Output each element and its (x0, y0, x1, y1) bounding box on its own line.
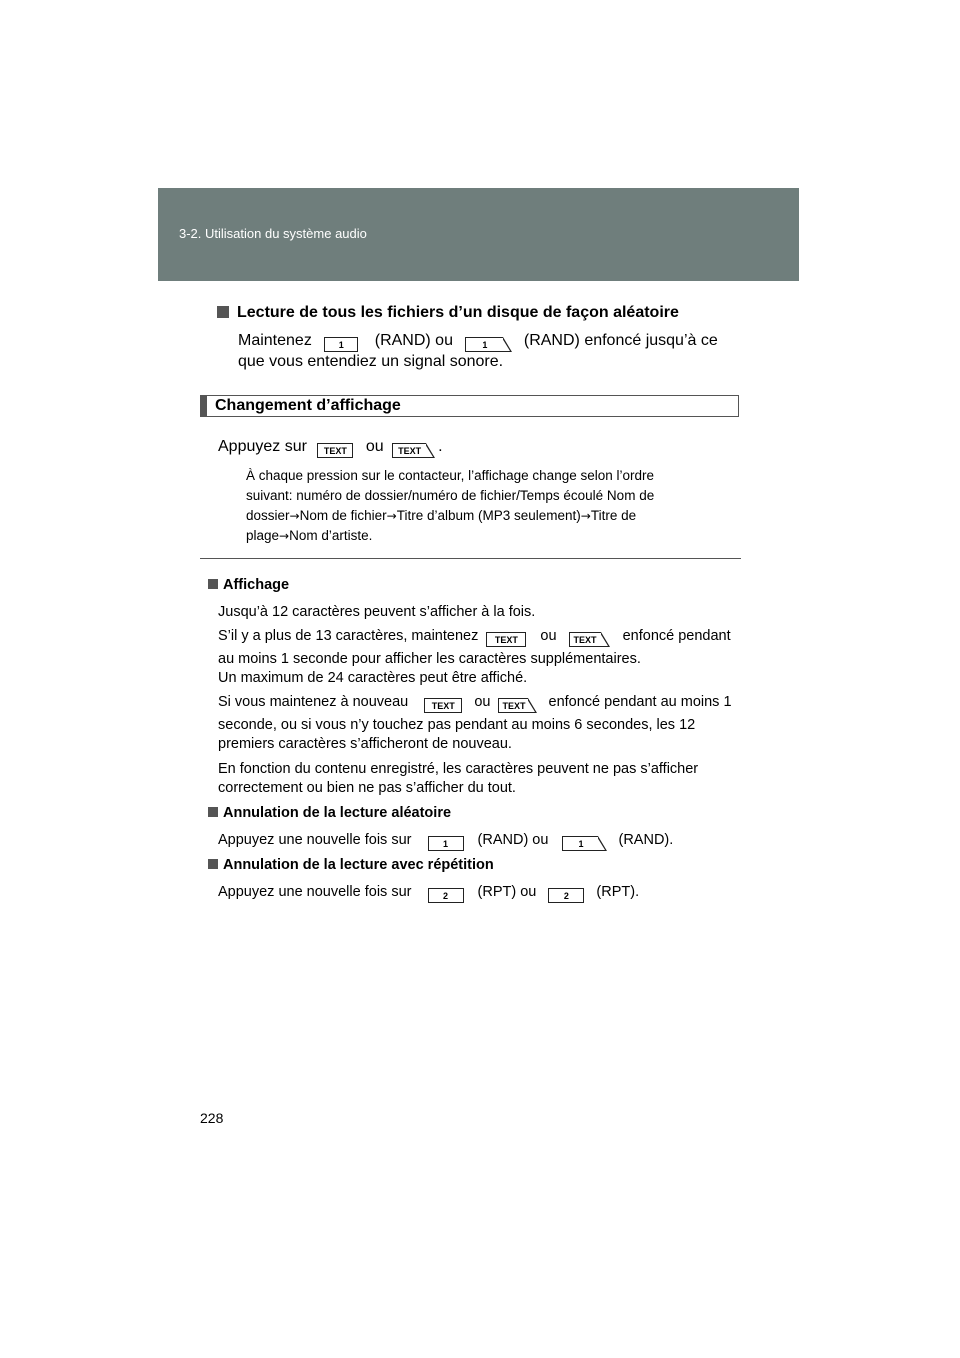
random-all-line2: que vous entendiez un signal sonore. (238, 353, 504, 370)
cancel-repeat-line: Appuyez une nouvelle fois sur 2 (RPT) ou 2 (RPT). (218, 884, 640, 901)
section-title: Changement d’affichage (215, 397, 401, 414)
press-text-line: Appuyez sur TEXT ou TEXT . (218, 438, 443, 456)
arrow-right-icon: → (279, 529, 290, 543)
affichage-l7: premiers caractères s’afficheront de nouveau. (218, 736, 512, 752)
affichage-l3: au moins 1 seconde pour afficher les caractères supplémentaires. (218, 651, 641, 667)
affichage-l4: Un maximum de 24 caractères peut être affiché. (218, 670, 528, 686)
cancel-repeat-title: Annulation de la lecture avec répétition (208, 857, 494, 873)
key-text-slant-button: TEXT (569, 632, 601, 647)
key-2-button: 2 (548, 888, 584, 903)
affichage-l2: S’il y a plus de 13 caractères, maintenez TEXT ou TEXT enfoncé pendant (218, 628, 731, 645)
cancel-random-line: Appuyez une nouvelle fois sur 1 (RAND) ou 1 (RAND). (218, 832, 674, 849)
affichage-l5: Si vous maintenez à nouveau TEXT ou TEXT enfoncé pendant au moins 1 (218, 694, 732, 711)
affichage-l6: seconde, ou si vous n’y touchez pas pendant au moins 6 secondes, les 12 (218, 717, 696, 733)
key-1-slant-button: 1 (465, 337, 503, 352)
key-2-button: 2 (428, 888, 464, 903)
affichage-title: Affichage (208, 577, 289, 593)
square-bullet-icon (208, 579, 218, 589)
section-header: 3-2. Utilisation du système audio (179, 226, 367, 241)
key-1-button: 1 (428, 836, 464, 851)
divider (200, 558, 741, 559)
page-number: 228 (200, 1110, 224, 1126)
key-text-slant-button: TEXT (498, 698, 528, 713)
square-bullet-icon (217, 306, 229, 318)
section-title-box (200, 395, 739, 417)
arrow-right-icon: → (580, 509, 591, 523)
cancel-random-title: Annulation de la lecture aléatoire (208, 805, 451, 821)
key-1-slant-button: 1 (562, 836, 598, 851)
affichage-l8: En fonction du contenu enregistré, les caractères peuvent ne pas s’afficher (218, 761, 699, 777)
random-all-title: Lecture de tous les fichiers d’un disque de façon aléatoire (217, 304, 679, 322)
random-all-line1: Maintenez 1 (RAND) ou 1 (RAND) enfoncé jusqu’à ce (238, 332, 718, 350)
key-text-button: TEXT (486, 632, 526, 647)
affichage-l1: Jusqu’à 12 caractères peuvent s’afficher à la fois. (218, 604, 536, 620)
key-1-button: 1 (324, 337, 358, 352)
affichage-l9: correctement ou bien ne pas s’afficher du tout. (218, 780, 516, 796)
arrow-right-icon: → (386, 509, 397, 523)
key-text-slant-button: TEXT (392, 443, 426, 458)
key-text-button: TEXT (317, 443, 353, 458)
key-text-button: TEXT (424, 698, 462, 713)
arrow-right-icon: → (289, 509, 300, 523)
header-band (158, 188, 799, 281)
square-bullet-icon (208, 807, 218, 817)
display-order-description: À chaque pression sur le contacteur, l’affichage change selon l’ordre suivant: numéro de dossier/numéro de fichier/Temps écoulé Nom de dossier→Nom de fichier→Titre d’album (MP3 seulement)→Titre de plage→Nom d’artiste. (246, 468, 655, 543)
square-bullet-icon (208, 859, 218, 869)
